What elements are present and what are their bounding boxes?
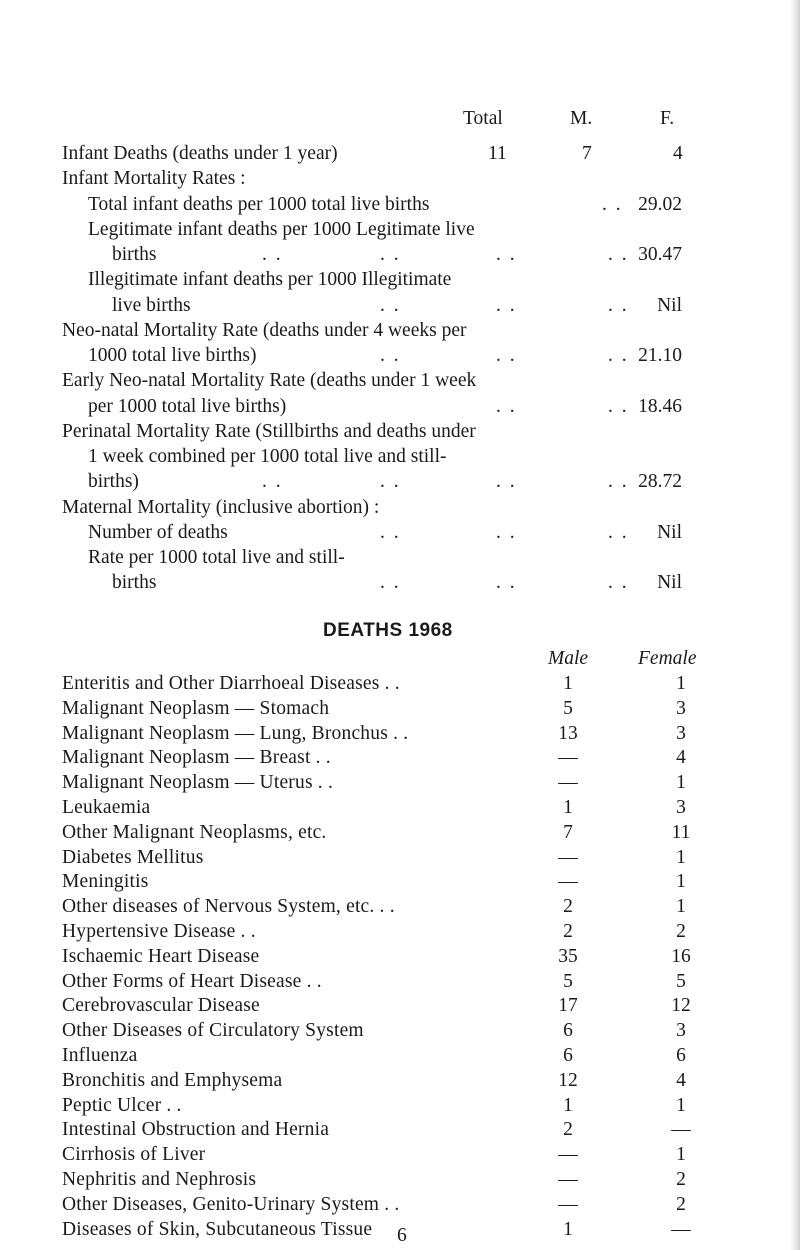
table-row	[0, 871, 800, 897]
male-count: 5	[563, 970, 573, 992]
female-count: 1	[676, 896, 686, 918]
male-count: —	[558, 846, 578, 868]
cause-label: Malignant Neoplasm — Stomach	[62, 697, 330, 719]
table-row	[0, 698, 800, 724]
cause-label: Diseases of Skin, Subcutaneous Tissue	[62, 1218, 373, 1240]
rate-item: Total infant deaths per 1000 total live births . . 29.02	[88, 194, 682, 215]
rate-value: 30.47	[638, 244, 682, 265]
female-count: 12	[671, 995, 691, 1017]
female-count: 4	[676, 1069, 686, 1091]
male-count: 1	[563, 1218, 573, 1240]
table-row	[0, 822, 800, 848]
female-count: 1	[676, 846, 686, 868]
infant-deaths-row	[0, 143, 800, 169]
female-count: 1	[676, 1144, 686, 1166]
table-row	[0, 1020, 800, 1046]
table-row	[0, 921, 800, 947]
male-count: 1	[563, 797, 573, 818]
table-row	[0, 1045, 800, 1071]
leader-dots: . .	[608, 244, 629, 265]
leader-dots: . .	[380, 572, 401, 593]
table-row	[0, 1070, 800, 1096]
female-count: 3	[676, 1020, 686, 1042]
cause-label: Other Diseases, Genito-Urinary System . .	[62, 1193, 400, 1215]
rate-item-cont: per 1000 total live births) . . . . 18.46	[88, 396, 682, 417]
col-male: Male	[548, 648, 589, 669]
rate-item: Illegitimate infant deaths per 1000 Illegitimate	[88, 269, 452, 290]
leader-dots: . .	[496, 295, 517, 316]
cause-label: Peptic Ulcer . .	[62, 1094, 182, 1116]
rate-item-cont: births . . . . . . . . 30.47	[112, 244, 682, 265]
cause-label: Other Malignant Neoplasms, etc.	[62, 821, 327, 843]
leader-dots: . .	[380, 522, 401, 543]
female-count: 5	[676, 970, 686, 992]
female-count: —	[671, 1218, 691, 1240]
rates-heading: Infant Mortality Rates :	[62, 168, 246, 189]
leader-dots: . .	[380, 244, 401, 265]
rate-value: 28.72	[638, 471, 682, 492]
infant-deaths-female: 4	[673, 143, 683, 164]
female-count: 2	[676, 1193, 686, 1215]
rate-item-cont: 1 week combined per 1000 total live and still-	[88, 446, 447, 467]
leader-dots: . .	[496, 572, 517, 593]
table-row	[0, 723, 800, 749]
leader-dots: . .	[262, 244, 283, 265]
cause-label: Meningitis	[62, 871, 149, 893]
maternal-item-cont: births . . . . . . Nil	[112, 572, 682, 593]
cause-label: Bronchitis and Emphysema	[62, 1069, 283, 1091]
page-number: 6	[397, 1225, 407, 1246]
female-count: 4	[676, 747, 686, 769]
male-count: —	[558, 1169, 578, 1190]
cause-label: Cirrhosis of Liver	[62, 1144, 206, 1166]
table-row	[0, 1144, 800, 1170]
leader-dots: . .	[608, 471, 629, 492]
cause-label: Other Diseases of Circulatory System	[62, 1020, 364, 1042]
cause-label: Influenza	[62, 1045, 138, 1066]
header-male: M.	[570, 108, 593, 129]
table-row	[0, 673, 800, 699]
page-edge-shadow	[790, 0, 800, 1250]
male-count: 6	[563, 1020, 573, 1042]
table-row	[0, 995, 800, 1021]
cause-label: Leukaemia	[62, 797, 151, 818]
rate-item-cont: 1000 total live births) . . . . . . 21.10	[88, 345, 682, 366]
cause-label: Ischaemic Heart Disease	[62, 945, 260, 967]
cause-label: Other diseases of Nervous System, etc. . .	[62, 896, 395, 918]
rate-value: 21.10	[638, 345, 682, 366]
col-female: Female	[638, 648, 697, 669]
column-header	[0, 108, 800, 138]
female-count: 2	[676, 921, 686, 942]
infant-deaths-total: 11	[488, 143, 507, 164]
table-row	[0, 1119, 800, 1145]
cause-label: Diabetes Mellitus	[62, 846, 204, 868]
female-count: 1	[676, 772, 686, 794]
leader-dots: . .	[380, 295, 401, 316]
cause-label: Malignant Neoplasm — Lung, Bronchus . .	[62, 722, 409, 744]
table-row	[0, 946, 800, 972]
table-row	[0, 896, 800, 922]
deaths-title: DEATHS 1968	[323, 620, 453, 641]
rate-item-cont: live births . . . . . . Nil	[112, 295, 682, 316]
male-count: —	[558, 747, 578, 769]
female-count: 16	[671, 945, 691, 967]
rate-item: Perinatal Mortality Rate (Stillbirths and deaths under	[62, 421, 476, 442]
table-row	[0, 1095, 800, 1121]
male-count: 13	[558, 722, 578, 744]
female-count: 3	[676, 797, 686, 818]
leader-dots: . .	[608, 522, 629, 543]
table-row	[0, 847, 800, 873]
maternal-value: Nil	[657, 572, 682, 593]
leader-dots: . .	[262, 471, 283, 492]
leader-dots: . .	[380, 345, 401, 366]
rate-item: Legitimate infant deaths per 1000 Legitimate live	[88, 219, 475, 240]
leader-dots: . .	[608, 345, 629, 366]
table-row	[0, 971, 800, 997]
male-count: —	[558, 1144, 578, 1166]
maternal-item: Number of deaths . . . . . . Nil	[88, 522, 682, 543]
table-row	[0, 747, 800, 773]
maternal-heading: Maternal Mortality (inclusive abortion) :	[62, 497, 380, 518]
female-count: 11	[671, 821, 691, 843]
male-count: —	[558, 1193, 578, 1215]
cause-label: Nephritis and Nephrosis	[62, 1169, 257, 1190]
rate-value: Nil	[657, 295, 682, 316]
maternal-item: Rate per 1000 total live and still-	[88, 547, 345, 568]
leader-dots: . .	[496, 244, 517, 265]
female-count: 1	[676, 1094, 686, 1116]
rate-item-cont: births) . . . . . . . . 28.72	[88, 471, 682, 492]
male-count: —	[558, 772, 578, 794]
female-count: —	[671, 1119, 691, 1141]
cause-label: Malignant Neoplasm — Breast . .	[62, 747, 331, 769]
male-count: 1	[563, 1094, 573, 1116]
leader-dots: . .	[380, 471, 401, 492]
rate-item: Early Neo-natal Mortality Rate (deaths under 1 week	[62, 370, 477, 391]
infant-deaths-label: Infant Deaths (deaths under 1 year)	[62, 143, 338, 164]
cause-label: Intestinal Obstruction and Hernia	[62, 1119, 330, 1141]
male-count: —	[558, 871, 578, 893]
rate-item: Neo-natal Mortality Rate (deaths under 4 weeks per	[62, 320, 467, 341]
female-count: 1	[676, 673, 686, 694]
female-count: 3	[676, 722, 686, 744]
cause-label: Cerebrovascular Disease	[62, 995, 260, 1017]
table-row	[0, 1194, 800, 1220]
male-count: 12	[558, 1069, 578, 1091]
cause-label: Other Forms of Heart Disease . .	[62, 970, 322, 992]
female-count: 6	[676, 1045, 686, 1066]
table-row	[0, 772, 800, 798]
cause-label: Enteritis and Other Diarrhoeal Diseases . .	[62, 673, 400, 694]
table-row	[0, 797, 800, 823]
male-count: 2	[563, 1119, 573, 1141]
male-count: 2	[563, 896, 573, 918]
leader-dots: . .	[608, 295, 629, 316]
cause-label: Malignant Neoplasm — Uterus . .	[62, 772, 334, 794]
table-row	[0, 1169, 800, 1195]
leader-dots: . .	[496, 345, 517, 366]
leader-dots: . .	[496, 522, 517, 543]
leader-dots: . .	[608, 396, 629, 417]
leader-dots: . .	[496, 471, 517, 492]
female-count: 1	[676, 871, 686, 893]
leader-dots: . .	[602, 194, 623, 215]
maternal-value: Nil	[657, 522, 682, 543]
rate-value: 29.02	[638, 194, 682, 215]
male-count: 17	[558, 995, 578, 1017]
header-total: Total	[463, 108, 503, 129]
female-count: 2	[676, 1169, 686, 1190]
rate-value: 18.46	[638, 396, 682, 417]
male-count: 35	[558, 945, 578, 967]
male-count: 1	[563, 673, 573, 694]
leader-dots: . .	[496, 396, 517, 417]
male-count: 2	[563, 921, 573, 942]
male-count: 6	[563, 1045, 573, 1066]
male-count: 5	[563, 697, 573, 719]
female-count: 3	[676, 697, 686, 719]
male-count: 7	[563, 821, 573, 843]
leader-dots: . .	[608, 572, 629, 593]
infant-deaths-male: 7	[582, 143, 592, 164]
header-female: F.	[660, 108, 675, 129]
cause-label: Hypertensive Disease . .	[62, 921, 256, 942]
